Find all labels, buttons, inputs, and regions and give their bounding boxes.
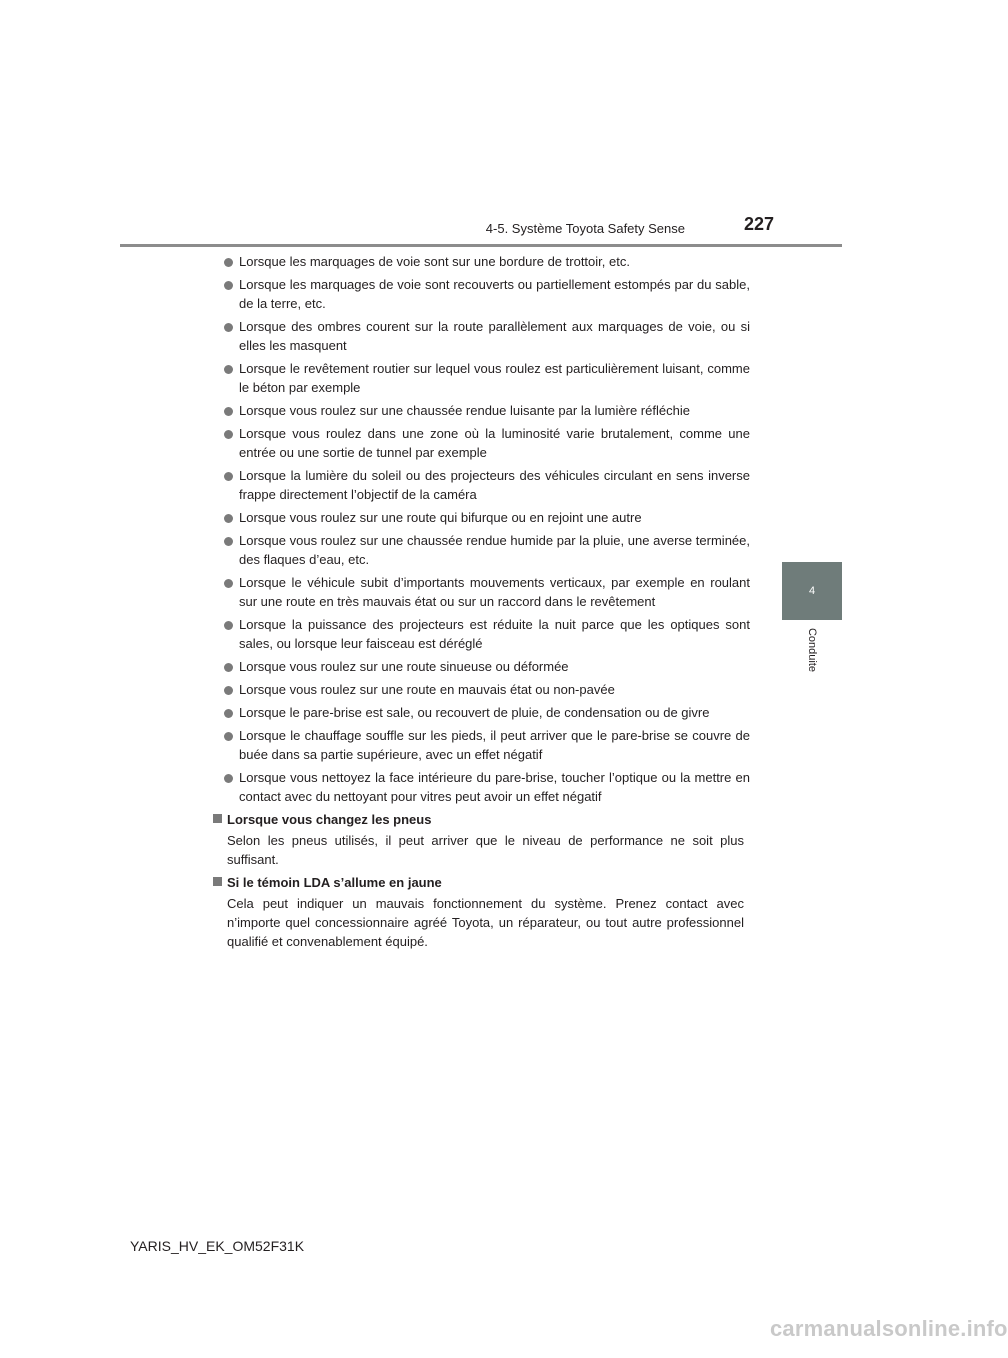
bullet-text: Lorsque la lumière du soleil ou des projecteurs des véhicules circulant en sens inverse frappe directement l’objectif de la caméra bbox=[239, 468, 750, 502]
section-body: Cela peut indiquer un mauvais fonctionnement du système. Prenez contact avec n’importe quel concessionnaire agréé Toyota, un réparateur, ou tout autre professionnel qualifié et convenablement équipé. bbox=[227, 896, 744, 949]
bullet-text: Lorsque vous roulez sur une chaussée rendue luisante par la lumière réfléchie bbox=[239, 403, 690, 418]
bullet-text: Lorsque vous roulez sur une chaussée rendue humide par la pluie, une averse terminée, des flaques d’eau, etc. bbox=[239, 533, 750, 567]
bullet-item bbox=[210, 657, 750, 676]
bullet-item bbox=[210, 401, 750, 420]
bullet-dot-icon bbox=[224, 686, 233, 695]
bullet-dot-icon bbox=[224, 365, 233, 374]
bullet-item bbox=[210, 466, 750, 504]
header-divider bbox=[120, 244, 842, 247]
section-heading: Si le témoin LDA s’allume en jaune bbox=[227, 875, 442, 890]
bullet-text: Lorsque les marquages de voie sont sur une bordure de trottoir, etc. bbox=[239, 254, 630, 269]
page-content bbox=[210, 252, 750, 955]
bullet-item bbox=[210, 317, 750, 355]
section-heading: Lorsque vous changez les pneus bbox=[227, 812, 432, 827]
bullet-text: Lorsque la puissance des projecteurs est réduite la nuit parce que les optiques sont sales, ou lorsque leur faisceau est déréglé bbox=[239, 617, 750, 651]
chapter-side-label bbox=[782, 620, 842, 680]
header-section-title: 4-5. Système Toyota Safety Sense bbox=[485, 221, 685, 236]
section-tire-change bbox=[210, 810, 750, 869]
chapter-label: Conduite bbox=[806, 627, 818, 673]
section-body: Selon les pneus utilisés, il peut arriver que le niveau de performance ne soit plus suffisant. bbox=[227, 833, 744, 867]
bullet-text: Lorsque vous roulez sur une route sinueuse ou déformée bbox=[239, 659, 569, 674]
bullet-item bbox=[210, 424, 750, 462]
bullet-item bbox=[210, 726, 750, 764]
bullet-text: Lorsque vous roulez sur une route qui bifurque ou en rejoint une autre bbox=[239, 510, 642, 525]
page-number: 227 bbox=[743, 214, 774, 234]
bullet-text: Lorsque le pare-brise est sale, ou recouvert de pluie, de condensation ou de givre bbox=[239, 705, 710, 720]
chapter-tab bbox=[782, 562, 842, 620]
bullet-text: Lorsque des ombres courent sur la route parallèlement aux marquages de voie, ou si elles les masquent bbox=[239, 319, 750, 353]
bullet-text: Lorsque vous roulez sur une route en mauvais état ou non-pavée bbox=[239, 682, 615, 697]
document-code: YARIS_HV_EK_OM52F31K bbox=[130, 1238, 305, 1254]
bullet-item bbox=[210, 252, 750, 271]
bullet-dot-icon bbox=[224, 514, 233, 523]
bullet-dot-icon bbox=[224, 774, 233, 783]
section-lda-warning bbox=[210, 873, 750, 951]
bullet-dot-icon bbox=[224, 430, 233, 439]
bullet-text: Lorsque vous nettoyez la face intérieure du pare-brise, toucher l’optique ou la mettre en contact avec du nettoyant pour vitres peut avoir un effet négatif bbox=[239, 770, 750, 804]
bullet-dot-icon bbox=[224, 709, 233, 718]
bullet-dot-icon bbox=[224, 663, 233, 672]
bullet-dot-icon bbox=[224, 323, 233, 332]
bullet-dot-icon bbox=[224, 732, 233, 741]
bullet-dot-icon bbox=[224, 281, 233, 290]
bullet-text: Lorsque le véhicule subit d’importants mouvements verticaux, par exemple en roulant sur une route en très mauvais état ou sur un raccord dans le revêtement bbox=[239, 575, 750, 609]
bullet-item bbox=[210, 680, 750, 699]
chapter-number: 4 bbox=[808, 585, 816, 597]
bullet-dot-icon bbox=[224, 258, 233, 267]
watermark-logo: carmanualsonline.info bbox=[770, 1316, 1008, 1341]
section-square-icon bbox=[213, 877, 222, 886]
bullet-item bbox=[210, 359, 750, 397]
bullet-item bbox=[210, 615, 750, 653]
bullet-dot-icon bbox=[224, 407, 233, 416]
bullet-item bbox=[210, 531, 750, 569]
bullet-text: Lorsque vous roulez dans une zone où la luminosité varie brutalement, comme une entrée ou une sortie de tunnel par exemple bbox=[239, 426, 750, 460]
bullet-dot-icon bbox=[224, 579, 233, 588]
bullet-dot-icon bbox=[224, 621, 233, 630]
bullet-item bbox=[210, 508, 750, 527]
bullet-text: Lorsque les marquages de voie sont recouverts ou partiellement estompés par du sable, de la terre, etc. bbox=[239, 277, 750, 311]
bullet-item bbox=[210, 768, 750, 806]
section-square-icon bbox=[213, 814, 222, 823]
bullet-dot-icon bbox=[224, 537, 233, 546]
bullet-text: Lorsque le revêtement routier sur lequel vous roulez est particulièrement luisant, comme le béton par exemple bbox=[239, 361, 750, 395]
bullet-item bbox=[210, 275, 750, 313]
bullet-text: Lorsque le chauffage souffle sur les pieds, il peut arriver que le pare-brise se couvre de buée dans sa partie supérieure, avec un effet négatif bbox=[239, 728, 750, 762]
bullet-dot-icon bbox=[224, 472, 233, 481]
bullet-item bbox=[210, 573, 750, 611]
bullet-item bbox=[210, 703, 750, 722]
